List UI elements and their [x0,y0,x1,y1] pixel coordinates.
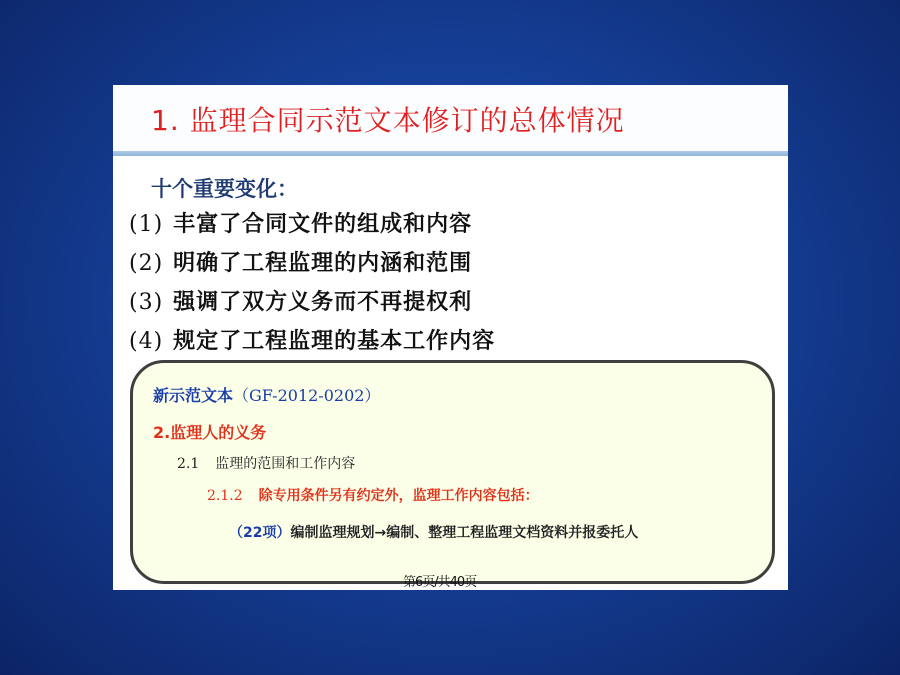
item-text: 丰富了合同文件的组成和内容 [173,212,473,237]
callout-heading-label: 新示范文本 [153,386,234,405]
item-number: (2) [129,251,164,276]
callout-section: 2.监理人的义务 [153,423,267,442]
item-text: 强调了双方义务而不再提权利 [173,290,473,315]
change-item [129,324,495,355]
callout-subsection [177,453,355,473]
item-text: 规定了工程监理的基本工作内容 [173,329,496,354]
subsection-number: 2.1 [177,456,200,472]
changes-heading: 十个重要变化： [151,177,298,201]
clause-number: 2.1.2 [207,488,243,504]
detail-count: （22项） [229,525,291,541]
item-text: 明确了工程监理的内涵和范围 [173,251,473,276]
page-indicator: 第6页/共40页 [403,575,477,590]
detail-text: 编制监理规划→编制、整理工程监理文档资料并报委托人 [290,525,639,541]
callout-heading-code: （GF-2012-0202） [233,386,381,405]
callout-detail [153,519,753,547]
item-number: (1) [129,212,164,237]
change-item [129,246,472,277]
slide-header [113,85,788,153]
subsection-text: 监理的范围和工作内容 [215,456,356,472]
item-number: (3) [129,290,164,315]
slide [113,85,788,590]
callout-box [130,360,775,584]
change-item [129,207,472,238]
header-divider [113,151,788,156]
item-number: (4) [129,329,164,354]
callout-heading [153,383,380,406]
slide-title: 1. 监理合同示范文本修订的总体情况 [151,104,625,137]
change-item [129,285,472,316]
callout-clause [207,485,539,505]
clause-text: 除专用条件另有约定外，监理工作内容包括： [258,488,539,504]
